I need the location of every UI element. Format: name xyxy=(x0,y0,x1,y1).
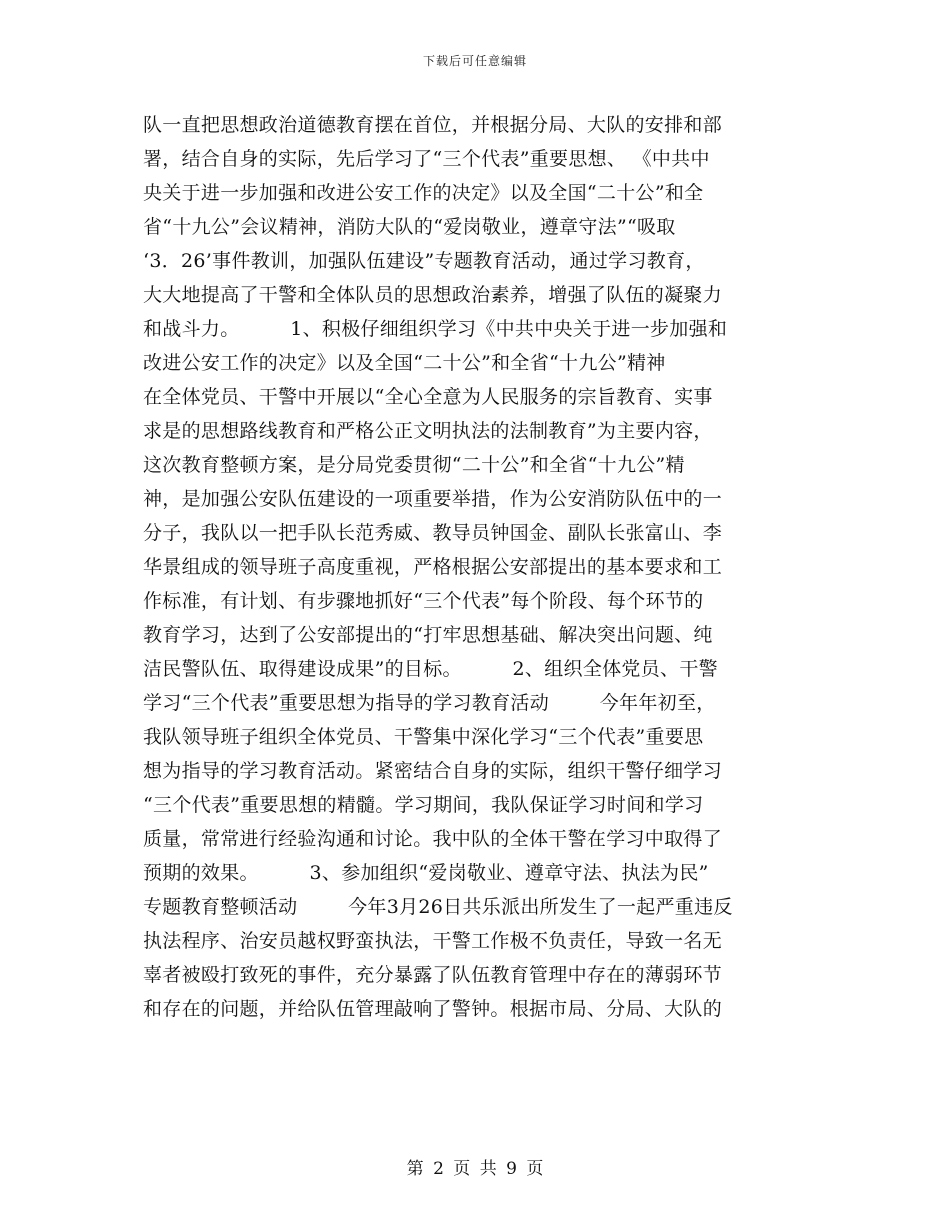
text-line: 这次教育整顿方案，是分局党委贯彻“二十公”和全省“十九公”精 xyxy=(143,454,685,476)
text-line: ‘3．26’事件教训，加强队伍建设”专题教育活动，通过学习教育， xyxy=(143,250,705,272)
text-line: 辜者被殴打致死的事件，充分暴露了队伍教育管理中存在的薄弱环节 xyxy=(143,964,723,986)
text-line: 预期的效果。 3、参加组织“爱岗敬业、遵章守法、执法为民” xyxy=(143,862,709,884)
text-line: 作标准，有计划、有步骤地抓好“三个代表”每个阶段、每个环节的 xyxy=(143,590,704,612)
text-line: 洁民警队伍、取得建设成果”的目标。 2、组织全体党员、干警 xyxy=(143,658,718,680)
text-line: 想为指导的学习教育活动。紧密结合自身的实际，组织干警仔细学习 xyxy=(143,760,723,782)
text-line: 华景组成的领导班子高度重视，严格根据公安部提出的基本要求和工 xyxy=(143,556,723,578)
text-line: 队一直把思想政治道德教育摆在首位，并根据分局、大队的安排和部 xyxy=(143,114,723,136)
text-line: “三个代表”重要思想的精髓。学习期间，我队保证学习时间和学习 xyxy=(143,794,704,816)
page-number-footer: 第 2 页 共 9 页 xyxy=(406,1159,544,1179)
text-line: 分子，我队以一把手队长范秀威、教导员钟国金、副队长张富山、李 xyxy=(143,522,723,544)
text-line: 和战斗力。 1、积极仔细组织学习《中共中央关于进一步加强和 xyxy=(143,318,728,340)
text-line: 大大地提高了干警和全体队员的思想政治素养，增强了队伍的凝聚力 xyxy=(143,284,723,306)
text-line: 学习“三个代表”重要思想为指导的学习教育活动 今年年初至， xyxy=(143,692,716,714)
text-line: 神，是加强公安队伍建设的一项重要举措，作为公安消防队伍中的一 xyxy=(143,488,723,510)
page-header-note: 下载后可任意编辑 xyxy=(422,54,527,68)
body-text xyxy=(143,108,815,1026)
text-line: 执法程序、治安员越权野蛮执法，干警工作极不负责任，导致一名无 xyxy=(143,930,723,952)
text-line: 教育学习，达到了公安部提出的“打牢思想基础、解决突出问题、纯 xyxy=(143,624,713,646)
text-line: 在全体党员、干警中开展以“全心全意为人民服务的宗旨教育、实事 xyxy=(143,386,713,408)
text-line: 专题教育整顿活动 今年3月26日共乐派出所发生了一起严重违反 xyxy=(143,896,733,918)
text-line: 改进公安工作的决定》以及全国“二十公”和全省“十九公”精神 xyxy=(143,352,666,374)
text-line: 我队领导班子组织全体党员、干警集中深化学习“三个代表”重要思 xyxy=(143,726,704,748)
text-line: 求是的思想路线教育和严格公正文明执法的法制教育”为主要内容， xyxy=(143,420,713,442)
text-line: 和存在的问题，并给队伍管理敲响了警钟。根据市局、分局、大队的 xyxy=(143,998,723,1020)
text-line: 署，结合自身的实际，先后学习了“三个代表”重要思想、 《中共中 xyxy=(143,148,710,170)
text-line: 央关于进一步加强和改进公安工作的决定》以及全国“二十公”和全 xyxy=(143,182,704,204)
text-line: 质量，常常进行经验沟通和讨论。我中队的全体干警在学习中取得了 xyxy=(143,828,723,850)
text-line: 省“十九公”会议精神，消防大队的“爱岗敬业，遵章守法”“吸取 xyxy=(143,216,676,238)
